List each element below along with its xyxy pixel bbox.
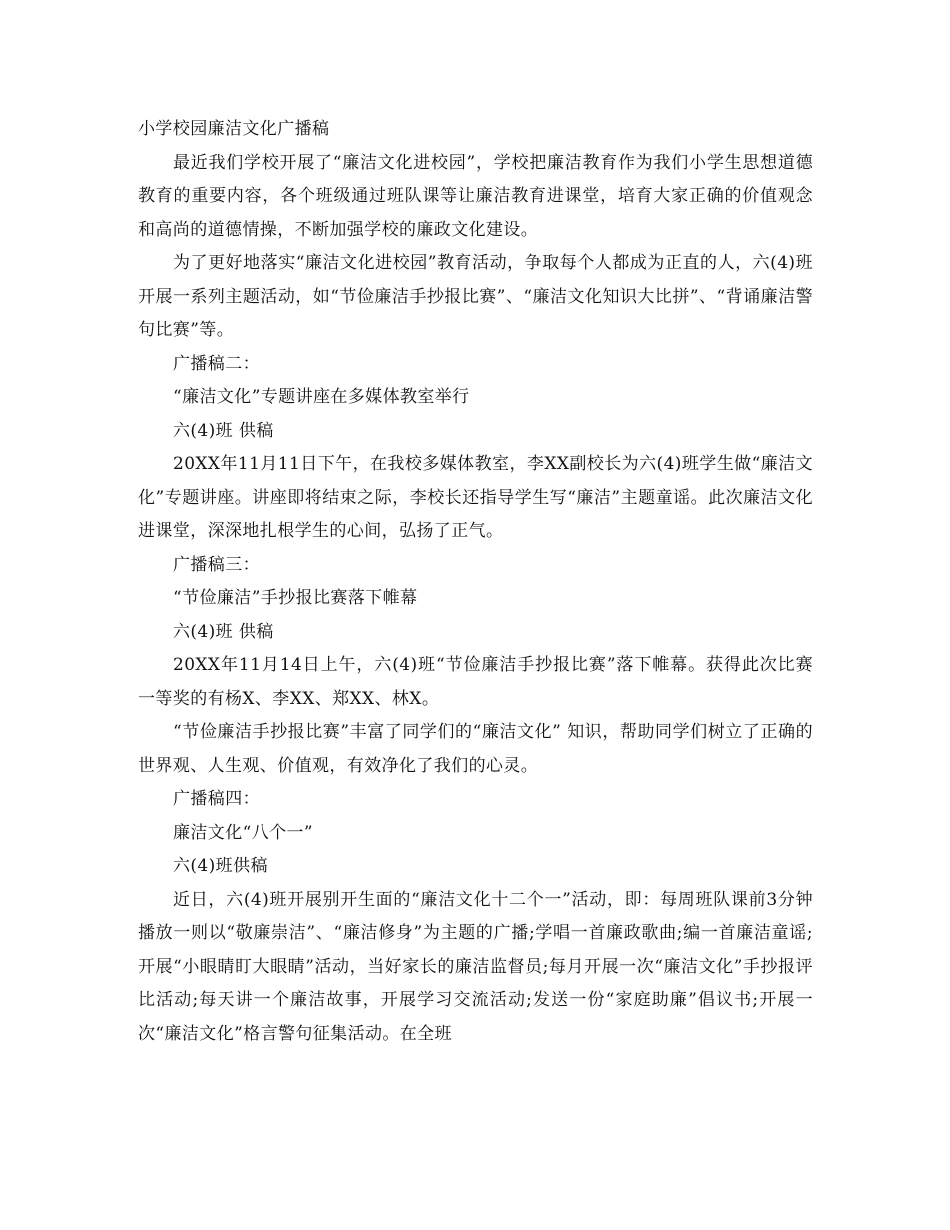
paragraph: 为了更好地落实“廉洁文化进校园”教育活动，争取每个人都成为正直的人，六(4)班开展一系列主题活动，如“节俭廉洁手抄报比赛”、“廉洁文化知识大比拼”、“背诵廉洁警句比赛”等。 xyxy=(138,253,813,340)
document-page xyxy=(138,113,813,1051)
subheading-line: 广播稿四： xyxy=(173,789,260,809)
subheading-line: 廉洁文化“八个一” xyxy=(173,822,313,843)
document-title: 小学校园廉洁文化广播稿 xyxy=(138,119,330,139)
subheading-line: 六(4)班 供稿 xyxy=(173,621,274,642)
subheading-line: 广播稿二： xyxy=(173,353,260,374)
subheading-line: “廉洁文化”专题讲座在多媒体教室举行 xyxy=(173,387,470,407)
document-body xyxy=(138,147,813,1052)
subheading-line: 六(4)班 供稿 xyxy=(173,420,274,441)
paragraph: 近日，六(4)班开展别开生面的“廉洁文化十二个一”活动，即：每周班队课前3分钟播放一则以“敬廉崇洁”、“廉洁修身”为主题的广播;学唱一首廉政歌曲;编一首廉洁童谣;开展“小眼睛盯大眼睛”活动，当好家长的廉洁监督员;每月开展一次“廉洁文化”手抄报评比活动;每天讲一个廉洁故事，开展学习交流活动;发送一份“家庭助廉”倡议书;开展一次“廉洁文化”格言警句征集活动。在全班 xyxy=(138,889,813,1044)
paragraph: 20XX年11月11日下午，在我校多媒体教室，李XX副校长为六(4)班学生做“廉洁文化”专题讲座。讲座即将结束之际，李校长还指导学生写“廉洁”主题童谣。此次廉洁文化进课堂，深深地扎根学生的心间，弘扬了正气。 xyxy=(138,454,813,541)
subheading-line: 广播稿三： xyxy=(173,554,260,575)
paragraph: 20XX年11月14日上午，六(4)班“节俭廉洁手抄报比赛”落下帷幕。获得此次比赛一等奖的有杨X、李XX、郑XX、林X。 xyxy=(138,655,813,709)
paragraph: “节俭廉洁手抄报比赛”丰富了同学们的“廉洁文化” 知识，帮助同学们树立了正确的世界观、人生观、价值观，有效净化了我们的心灵。 xyxy=(138,722,813,776)
subheading-line: “节俭廉洁”手抄报比赛落下帷幕 xyxy=(173,588,418,608)
subheading-line: 六(4)班供稿 xyxy=(173,856,268,876)
paragraph: 最近我们学校开展了“廉洁文化进校园”，学校把廉洁教育作为我们小学生思想道德教育的重要内容，各个班级通过班队课等让廉洁教育进课堂，培育大家正确的价值观念和高尚的道德情操，不断加强学校的廉政文化建设。 xyxy=(138,152,813,240)
